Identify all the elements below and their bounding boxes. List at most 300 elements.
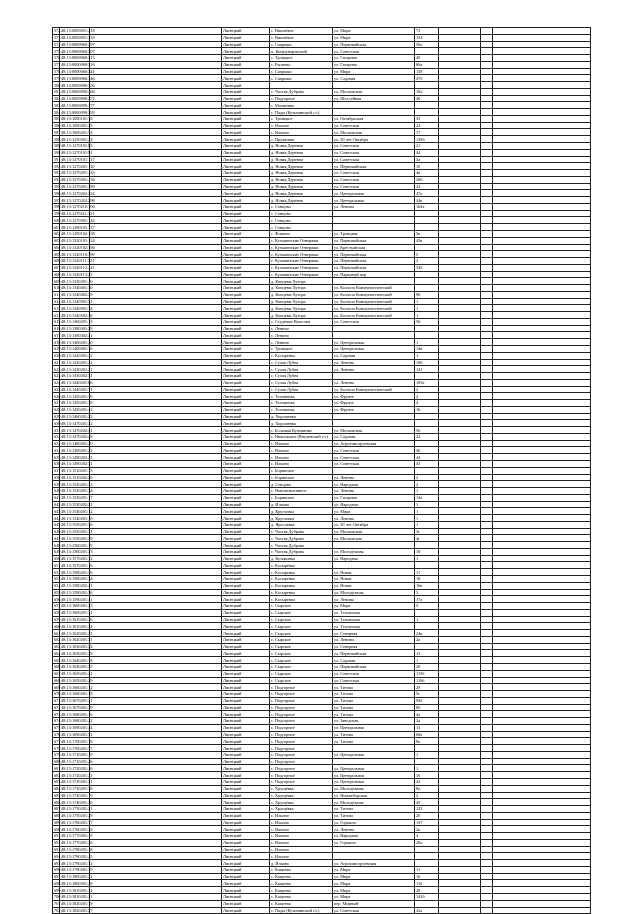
row-number-cell: 672: [54, 704, 61, 710]
row-number-cell: 643: [54, 508, 61, 514]
blank-cell: [481, 650, 493, 657]
cadastral-number-cell: 48:13:1630201:29: [61, 650, 93, 656]
row-number-cell: 601: [54, 224, 61, 230]
blank-cell: [90, 210, 222, 217]
blank-cell: [439, 454, 481, 461]
blank-cell: [439, 812, 481, 819]
locality-cell: с. Сухая Лубна: [270, 366, 333, 373]
row-number-cell: 581: [54, 89, 61, 95]
locality-cell: с. Подгорное: [270, 772, 333, 779]
blank-cell: [493, 379, 591, 386]
blank-cell: [439, 873, 481, 880]
table-row: [53, 596, 591, 603]
row-number-cell: 646: [54, 529, 61, 535]
blank-cell: [493, 68, 591, 75]
locality-cell: с. Пады (Кузьминский с/с): [270, 907, 333, 914]
table-row: [53, 474, 591, 481]
house-number-cell: 14в: [415, 345, 439, 352]
cadastral-number-cell: 48:13:1520201:34: [61, 488, 93, 494]
blank-cell: [90, 217, 222, 224]
table-row: [53, 461, 591, 468]
blank-cell: [90, 603, 222, 610]
blank-cell: [90, 352, 222, 359]
street-cell: ул. Садовая: [333, 352, 415, 359]
street-cell: ул. Молодёжная: [333, 589, 415, 596]
blank-cell: [493, 285, 591, 292]
blank-cell: [90, 731, 222, 738]
table-row: [53, 210, 591, 217]
district-cell: Липецкий: [222, 657, 270, 664]
blank-cell: [481, 718, 493, 725]
cadastral-number-cell: 48:13:1770201:19: [61, 833, 93, 839]
table-row: [53, 711, 591, 718]
blank-cell: [481, 603, 493, 610]
blank-cell: [90, 839, 222, 846]
house-number-cell: 1: [415, 305, 439, 312]
table-row: [53, 82, 591, 89]
locality-cell: с. Пады (Кузьминский с/с): [270, 109, 333, 116]
cadastral-number-cell: 48:13:1450201:39: [61, 400, 93, 406]
street-cell: ул. Октябрьская: [333, 115, 415, 122]
district-cell: Липецкий: [222, 156, 270, 163]
blank-cell: [481, 894, 493, 901]
blank-cell: [493, 833, 591, 840]
street-cell: ул. Первомайская: [333, 264, 415, 271]
blank-cell: [493, 718, 591, 725]
cadastral-number-cell: 48:13:1590201:41: [61, 596, 93, 602]
blank-cell: [493, 305, 591, 312]
blank-cell: [90, 251, 222, 258]
row-number-cell: 634: [54, 447, 61, 453]
house-number-cell: 4а: [415, 711, 439, 718]
district-cell: Липецкий: [222, 866, 270, 873]
cadastral-number-cell: 48:13:1490202:23: [61, 454, 93, 460]
locality-cell: с. Сенцово: [270, 203, 333, 210]
street-cell: ул. Колхоза Коммунистический: [333, 305, 415, 312]
blank-cell: [481, 183, 493, 190]
cadastral-number-cell: 48:13:1580201:26: [61, 569, 93, 575]
street-cell: [333, 562, 415, 569]
street-cell: [333, 325, 415, 332]
blank-cell: [493, 102, 591, 109]
district-cell: Липецкий: [222, 582, 270, 589]
street-cell: ул. Мира: [333, 866, 415, 873]
table-row: [53, 657, 591, 664]
blank-cell: [481, 386, 493, 393]
table-row: [53, 751, 591, 758]
table-row: [53, 278, 591, 285]
district-cell: Липецкий: [222, 251, 270, 258]
blank-cell: [493, 616, 591, 623]
blank-cell: [493, 745, 591, 752]
cadastral-number-cell: 48:13:1600201:23: [61, 603, 93, 609]
blank-cell: [439, 501, 481, 508]
table-row: [53, 866, 591, 873]
blank-cell: [481, 291, 493, 298]
blank-cell: [90, 508, 222, 515]
row-number-cell: 680: [54, 759, 61, 765]
district-cell: Липецкий: [222, 521, 270, 528]
cadastral-number-cell: 48:13:1250201:24: [61, 136, 93, 142]
blank-cell: [493, 576, 591, 583]
street-cell: ул. Центральная: [333, 197, 415, 204]
locality-cell: с. Тележенка: [270, 393, 333, 400]
street-cell: ул. Первомайская: [333, 163, 415, 170]
street-cell: ул. Ленина: [333, 515, 415, 522]
blank-cell: [90, 562, 222, 569]
blank-cell: [481, 143, 493, 150]
street-cell: ул. Титова: [333, 691, 415, 698]
cadastral-number-cell: 48:13:1320112:141: [61, 265, 95, 271]
row-number-cell: 605: [54, 251, 61, 257]
street-cell: ул. Заводская: [333, 718, 415, 725]
table-row: [53, 393, 591, 400]
district-cell: Липецкий: [222, 643, 270, 650]
blank-cell: [439, 758, 481, 765]
blank-cell: [493, 562, 591, 569]
table-row: [53, 589, 591, 596]
house-number-cell: [415, 900, 439, 907]
cadastral-number-cell: 48:13:1810201:14: [61, 887, 93, 893]
locality-cell: с. Сырское: [270, 603, 333, 610]
cadastral-number-cell: 48:13:0000051:218: [61, 28, 95, 34]
cadastral-number-cell: 48:13:0000060:346: [61, 75, 95, 81]
house-number-cell: [415, 244, 439, 251]
house-number-cell: 1: [415, 501, 439, 508]
cadastral-number-cell: 48:13:1000201:54: [61, 129, 93, 135]
blank-cell: [493, 636, 591, 643]
blank-cell: [90, 792, 222, 799]
blank-cell: [439, 508, 481, 515]
street-cell: ул. Молодёжная: [333, 799, 415, 806]
blank-cell: [439, 183, 481, 190]
street-cell: ул. Ленина: [333, 596, 415, 603]
cadastral-number-cell: 48:13:1490201:22: [61, 447, 93, 453]
blank-cell: [481, 738, 493, 745]
house-number-cell: 11б: [415, 880, 439, 887]
cadastral-number-cell: 48:13:1510202:26: [61, 474, 93, 480]
blank-cell: [439, 136, 481, 143]
blank-cell: [90, 711, 222, 718]
blank-cell: [439, 724, 481, 731]
cadastral-number-cell: 48:13:1340501:34: [61, 305, 93, 311]
blank-cell: [493, 95, 591, 102]
blank-cell: [90, 143, 222, 150]
district-cell: Липецкий: [222, 183, 270, 190]
blank-cell: [439, 751, 481, 758]
district-cell: Липецкий: [222, 555, 270, 562]
blank-cell: [439, 143, 481, 150]
cadastral-number-cell: 48:13:0000060:313: [61, 55, 95, 61]
blank-cell: [439, 542, 481, 549]
district-cell: Липецкий: [222, 488, 270, 495]
locality-cell: д. Копцевы Хутора: [270, 298, 333, 305]
row-number-cell: 583: [54, 102, 61, 108]
district-cell: Липецкий: [222, 359, 270, 366]
blank-cell: [439, 819, 481, 826]
blank-cell: [481, 68, 493, 75]
blank-cell: [481, 440, 493, 447]
street-cell: ул. Тепличная: [333, 623, 415, 630]
blank-cell: [481, 724, 493, 731]
table-row: [53, 887, 591, 894]
blank-cell: [90, 501, 222, 508]
house-number-cell: 10: [415, 548, 439, 555]
blank-cell: [481, 711, 493, 718]
locality-cell: д. Хорошевка: [270, 413, 333, 420]
street-cell: ул. Мира: [333, 887, 415, 894]
house-number-cell: 1: [415, 352, 439, 359]
cadastral-number-cell: 48:13:1320101:124: [61, 238, 95, 244]
district-cell: Липецкий: [222, 785, 270, 792]
locality-cell: с. Боринское: [270, 467, 333, 474]
district-cell: Липецкий: [222, 278, 270, 285]
house-number-cell: [415, 102, 439, 109]
blank-cell: [439, 156, 481, 163]
house-number-cell: [415, 609, 439, 616]
cadastral-number-cell: 48:13:1710201:19: [61, 752, 93, 758]
district-cell: Липецкий: [222, 596, 270, 603]
blank-cell: [493, 853, 591, 860]
row-number-cell: 652: [54, 569, 61, 575]
house-number-cell: 13: [415, 724, 439, 731]
table-row: [53, 122, 591, 129]
locality-cell: с. Подгорное: [270, 758, 333, 765]
blank-cell: [90, 542, 222, 549]
locality-cell: с. Частая Дубрава: [270, 535, 333, 542]
blank-cell: [90, 582, 222, 589]
row-number-cell: 625: [54, 386, 61, 392]
blank-cell: [481, 833, 493, 840]
locality-cell: с. Ленино: [270, 325, 333, 332]
locality-cell: с. Кузьминские Отвержки: [270, 271, 333, 278]
blank-cell: [493, 28, 591, 35]
row-number-cell: 695: [54, 860, 61, 866]
locality-cell: д. Новая Деревня: [270, 163, 333, 170]
house-number-cell: 2а: [415, 636, 439, 643]
district-cell: Липецкий: [222, 136, 270, 143]
table-row: [53, 176, 591, 183]
table-row: [53, 285, 591, 292]
blank-cell: [481, 548, 493, 555]
blank-cell: [493, 237, 591, 244]
blank-cell: [439, 860, 481, 867]
blank-cell: [481, 501, 493, 508]
house-number-cell: 4: [415, 833, 439, 840]
cadastral-number-cell: 48:13:1640201:25: [61, 664, 93, 670]
blank-cell: [481, 772, 493, 779]
blank-cell: [439, 318, 481, 325]
blank-cell: [493, 298, 591, 305]
house-number-cell: 50а: [415, 41, 439, 48]
district-cell: Липецкий: [222, 386, 270, 393]
blank-cell: [90, 860, 222, 867]
blank-cell: [493, 643, 591, 650]
blank-cell: [439, 237, 481, 244]
blank-cell: [481, 535, 493, 542]
cadastral-number-cell: 48:13:1580201:34: [61, 576, 93, 582]
table-row: [53, 271, 591, 278]
blank-cell: [481, 393, 493, 400]
locality-cell: с. Подгорное: [270, 778, 333, 785]
blank-cell: [493, 34, 591, 41]
house-number-cell: 4: [415, 400, 439, 407]
blank-cell: [493, 400, 591, 407]
cadastral-number-cell: 48:13:1560201:19: [61, 542, 93, 548]
house-number-cell: [415, 758, 439, 765]
locality-cell: с. Боринское: [270, 474, 333, 481]
cadastral-number-cell: 48:13:1820201:19: [61, 901, 93, 907]
street-cell: ул. Молодёжная: [333, 548, 415, 555]
house-number-cell: 47а: [415, 190, 439, 197]
blank-cell: [493, 494, 591, 501]
table-row: [53, 609, 591, 616]
cadastral-number-cell: 48:13:1720201:16: [61, 765, 93, 771]
blank-cell: [439, 778, 481, 785]
district-cell: Липецкий: [222, 217, 270, 224]
blank-cell: [493, 582, 591, 589]
row-number-cell: 668: [54, 677, 61, 683]
locality-cell: с. Сырское: [270, 663, 333, 670]
district-cell: Липецкий: [222, 900, 270, 907]
blank-cell: [493, 393, 591, 400]
blank-cell: [90, 461, 222, 468]
table-row: [53, 190, 591, 197]
street-cell: ул. Титова: [333, 806, 415, 813]
blank-cell: [481, 515, 493, 522]
blank-cell: [439, 623, 481, 630]
blank-cell: [90, 400, 222, 407]
blank-cell: [90, 122, 222, 129]
locality-cell: п. Коммунаровский: [270, 48, 333, 55]
blank-cell: [90, 156, 222, 163]
blank-cell: [90, 833, 222, 840]
locality-cell: с. Троицкое: [270, 55, 333, 62]
locality-cell: с. Косыревка: [270, 569, 333, 576]
blank-cell: [90, 278, 222, 285]
locality-cell: д. Новая Деревня: [270, 170, 333, 177]
locality-cell: с. Подгорное: [270, 731, 333, 738]
locality-cell: д. Новая Деревня: [270, 156, 333, 163]
row-number-cell: 618: [54, 339, 61, 345]
locality-cell: с. Новоживотинное: [270, 488, 333, 495]
table-row: [53, 623, 591, 630]
house-number-cell: 13: [415, 650, 439, 657]
street-cell: ул. Титова: [333, 697, 415, 704]
blank-cell: [90, 576, 222, 583]
locality-cell: с. Косыревка: [270, 582, 333, 589]
blank-cell: [90, 846, 222, 853]
blank-cell: [481, 115, 493, 122]
district-cell: Липецкий: [222, 853, 270, 860]
table-row: [53, 332, 591, 339]
locality-cell: с. Хрущёвка: [270, 799, 333, 806]
blank-cell: [481, 461, 493, 468]
row-number-cell: 690: [54, 826, 61, 832]
locality-cell: с. Ильино: [270, 846, 333, 853]
cadastral-number-cell: 48:13:1510201:13: [61, 468, 93, 474]
blank-cell: [439, 609, 481, 616]
blank-cell: [90, 785, 222, 792]
blank-cell: [493, 670, 591, 677]
blank-cell: [90, 55, 222, 62]
row-number-cell: 637: [54, 468, 61, 474]
house-number-cell: 35: [415, 115, 439, 122]
row-number-cell: 638: [54, 474, 61, 480]
row-number-cell: 578: [54, 68, 61, 74]
blank-cell: [493, 474, 591, 481]
locality-cell: с. Сырское: [270, 657, 333, 664]
blank-cell: [493, 738, 591, 745]
house-number-cell: 141: [415, 366, 439, 373]
house-number-cell: 2а: [415, 718, 439, 725]
blank-cell: [90, 677, 222, 684]
blank-cell: [493, 88, 591, 95]
blank-cell: [481, 400, 493, 407]
locality-cell: с. Пружинки: [270, 136, 333, 143]
blank-cell: [493, 366, 591, 373]
district-cell: Липецкий: [222, 778, 270, 785]
blank-cell: [481, 109, 493, 116]
blank-cell: [493, 352, 591, 359]
blank-cell: [481, 907, 493, 914]
blank-cell: [481, 508, 493, 515]
district-cell: Липецкий: [222, 772, 270, 779]
house-number-cell: [415, 285, 439, 292]
row-number-cell: 619: [54, 346, 61, 352]
row-number-cell: 616: [54, 326, 61, 332]
blank-cell: [90, 237, 222, 244]
locality-cell: с. Сырское: [270, 616, 333, 623]
blank-cell: [90, 569, 222, 576]
blank-cell: [481, 643, 493, 650]
house-number-cell: 2: [415, 258, 439, 265]
blank-cell: [90, 535, 222, 542]
blank-cell: [439, 806, 481, 813]
locality-cell: с. Хрущёвка: [270, 792, 333, 799]
row-number-cell: 584: [54, 109, 61, 115]
blank-cell: [493, 136, 591, 143]
table-row: [53, 501, 591, 508]
row-number-cell: 686: [54, 799, 61, 805]
blank-cell: [481, 298, 493, 305]
house-number-cell: 56: [415, 318, 439, 325]
house-number-cell: 29: [415, 684, 439, 691]
house-number-cell: 125: [415, 806, 439, 813]
street-cell: ул. Мира: [333, 34, 415, 41]
row-number-cell: 667: [54, 671, 61, 677]
blank-cell: [493, 41, 591, 48]
blank-cell: [439, 569, 481, 576]
cadastral-number-cell: 48:13:1760201:17: [61, 819, 93, 825]
house-number-cell: 10а: [415, 88, 439, 95]
row-number-cell: 626: [54, 393, 61, 399]
blank-cell: [90, 684, 222, 691]
blank-cell: [493, 190, 591, 197]
registry-table: [52, 27, 591, 914]
street-cell: ул. Ленина: [333, 488, 415, 495]
row-number-cell: 590: [54, 150, 61, 156]
street-cell: ул. Колхоза Коммунистический: [333, 285, 415, 292]
locality-cell: с. Фомино: [270, 230, 333, 237]
cadastral-number-cell: 48:13:1460201:22: [61, 414, 93, 420]
cadastral-number-cell: 48:13:1270201:189: [61, 183, 95, 189]
locality-cell: с. Вишнёвое: [270, 28, 333, 35]
district-cell: Липецкий: [222, 427, 270, 434]
cadastral-number-cell: 48:13:1450201:42: [61, 407, 93, 413]
blank-cell: [493, 156, 591, 163]
street-cell: ул. Мира: [333, 880, 415, 887]
